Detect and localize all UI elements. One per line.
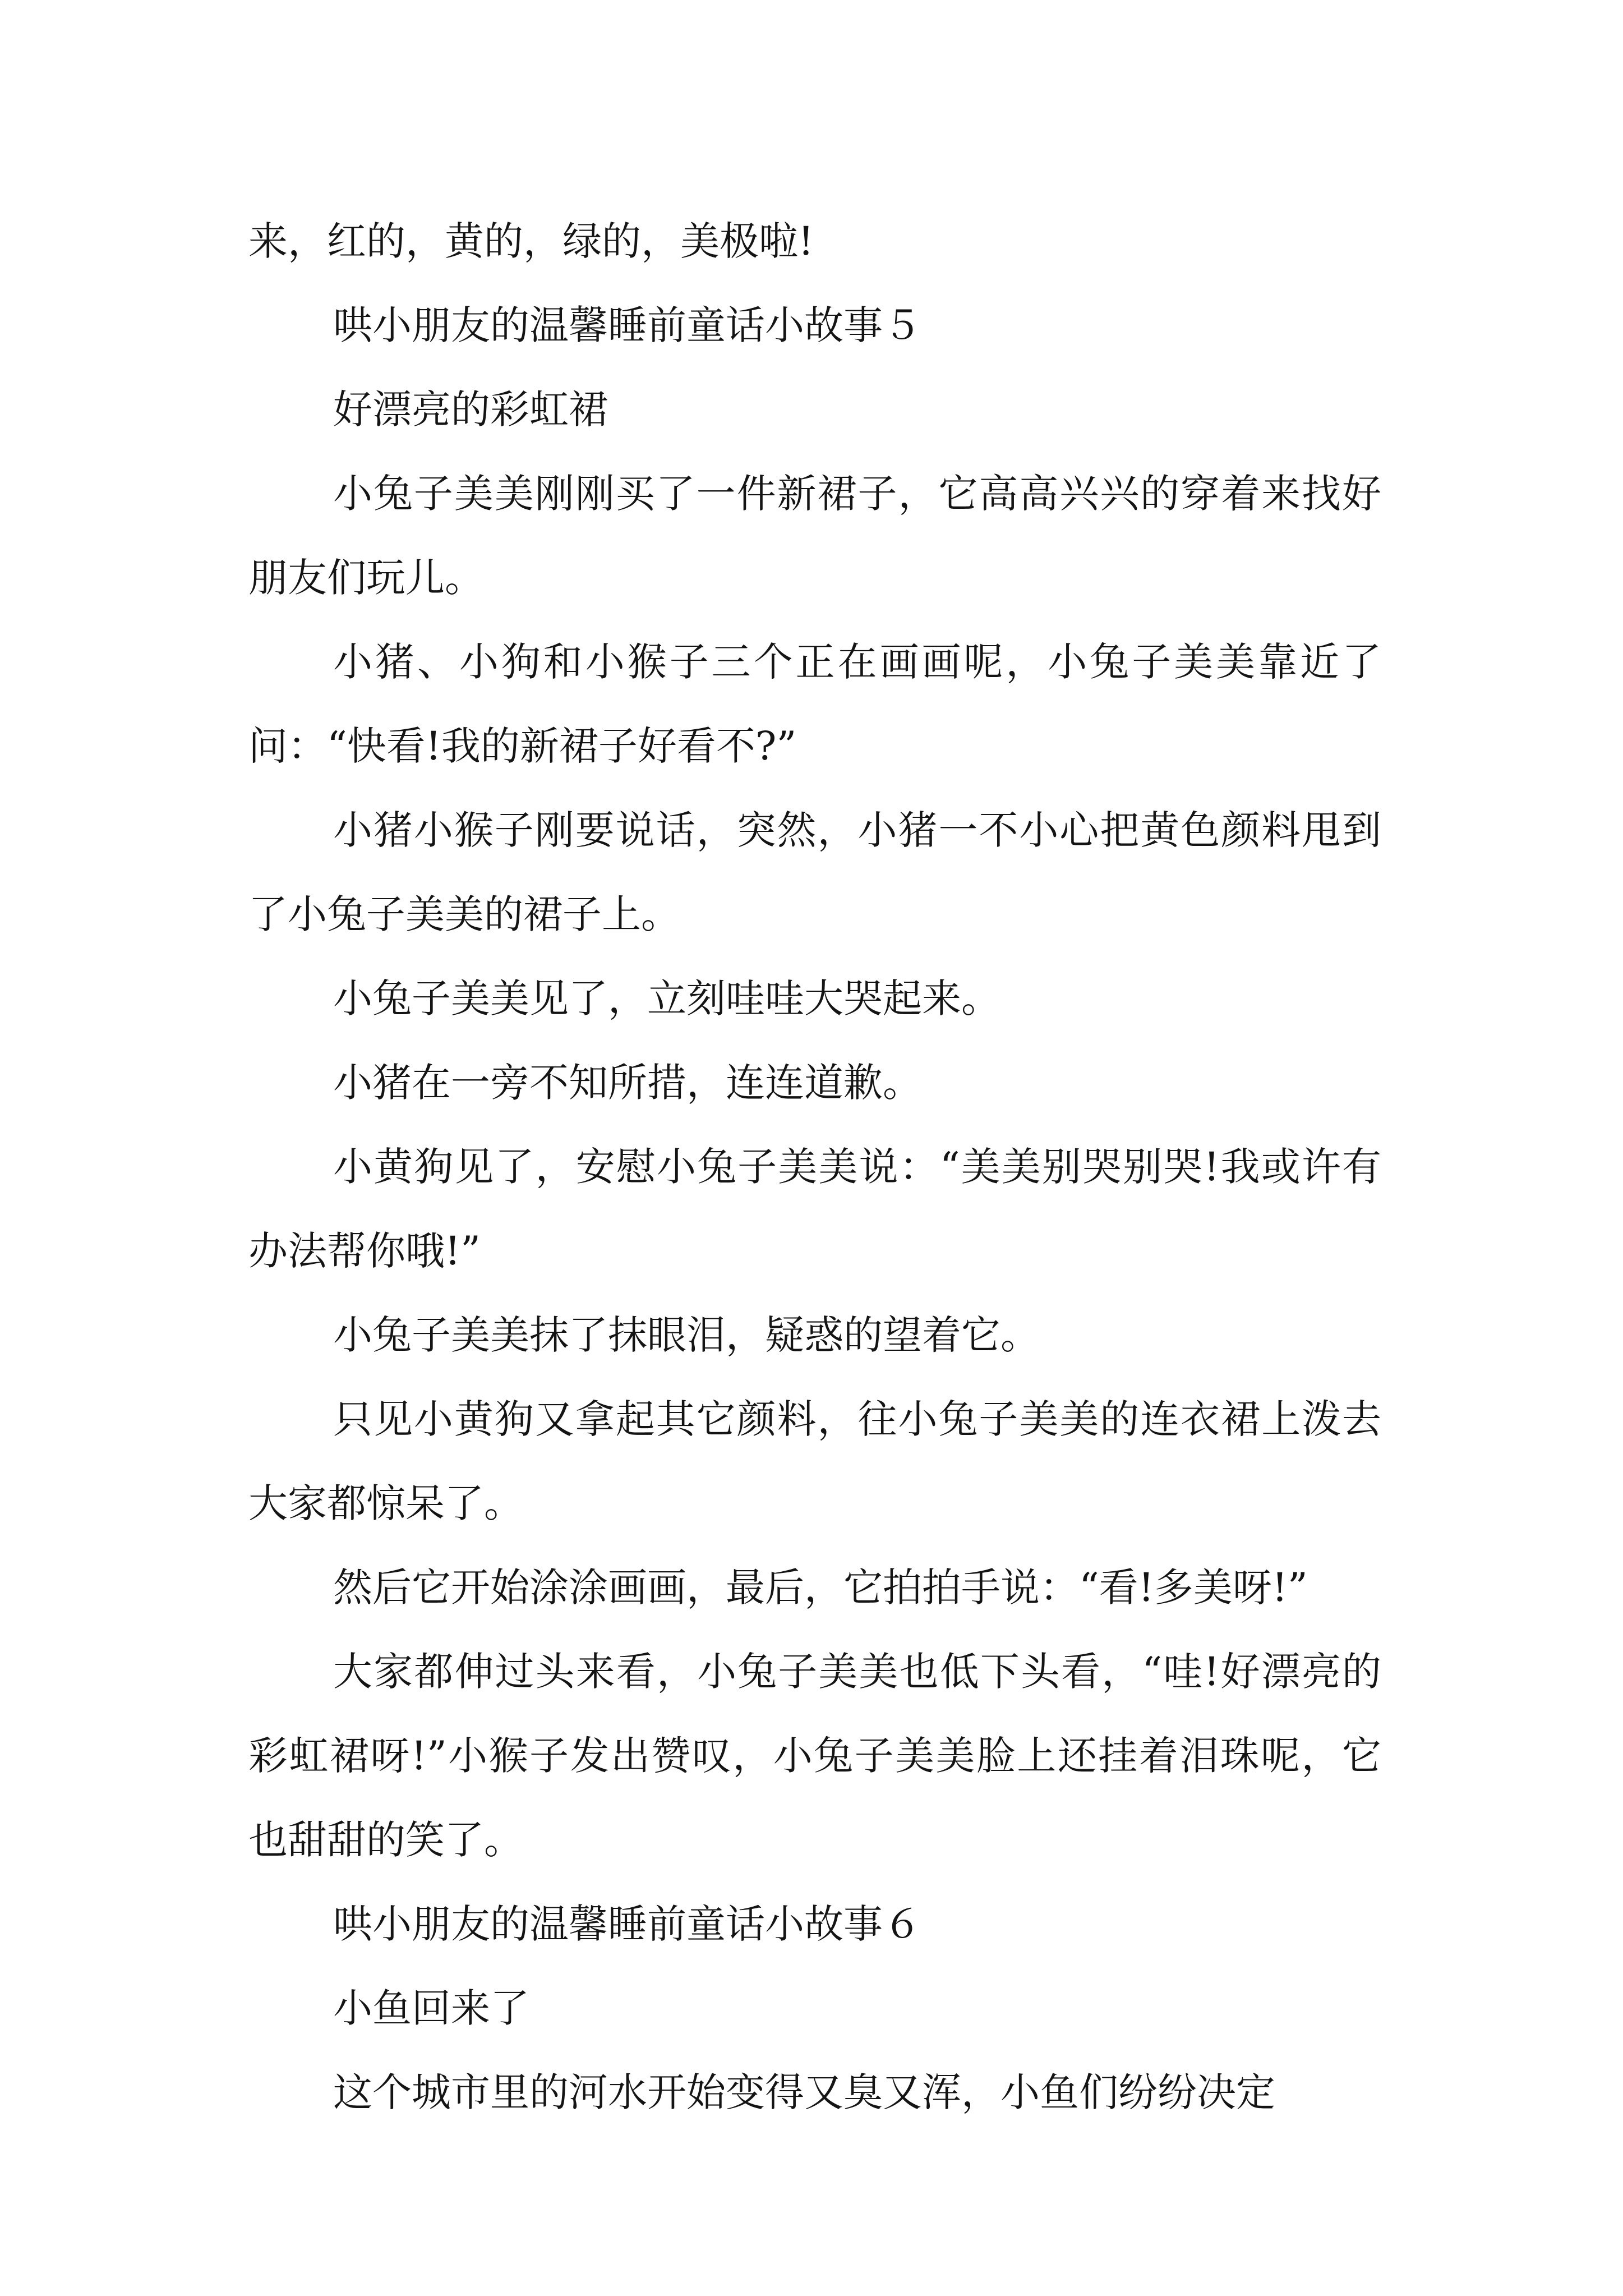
paragraph: 小猪在一旁不知所措，连连道歉。 — [333, 1060, 922, 1106]
paragraph: 小兔子美美刚刚买了一件新裙子，它高高兴兴的穿着来找好朋友们玩儿。 — [248, 471, 1381, 601]
story-title: 好漂亮的彩虹裙 — [333, 386, 608, 432]
paragraph: 只见小黄狗又拿起其它颜料，往小兔子美美的连衣裙上泼去大家都惊呆了。 — [248, 1396, 1381, 1526]
story-title-number: 哄小朋友的温馨睡前童话小故事５ — [333, 302, 922, 348]
paragraph: 大家都伸过头来看，小兔子美美也低下头看，“哇!好漂亮的彩虹裙呀!”小猴子发出赞叹，小兔子美美脸上还挂着泪珠呢，它也甜甜的笑了。 — [248, 1649, 1381, 1863]
story-title: 小鱼回来了 — [333, 1985, 529, 2031]
paragraph: 这个城市里的河水开始变得又臭又浑，小鱼们纷纷决定 — [333, 2069, 1275, 2115]
paragraph: 小兔子美美抹了抹眼泪，疑惑的望着它。 — [333, 1312, 1040, 1358]
paragraph: 小猪小猴子刚要说话，突然，小猪一不小心把黄色颜料甩到了小兔子美美的裙子上。 — [248, 807, 1381, 937]
story-title-number: 哄小朋友的温馨睡前童话小故事６ — [333, 1901, 922, 1947]
paragraph-continuation: 来，红的，黄的，绿的，美极啦! — [248, 218, 814, 264]
document-body — [248, 199, 1381, 2134]
paragraph: 小黄狗见了，安慰小兔子美美说：“美美别哭别哭!我或许有办法帮你哦!” — [248, 1144, 1381, 1274]
paragraph: 小兔子美美见了，立刻哇哇大哭起来。 — [333, 976, 1000, 1022]
paragraph: 然后它开始涂涂画画，最后，它拍拍手说：“看!多美呀!” — [333, 1565, 1308, 1611]
paragraph: 小猪、小狗和小猴子三个正在画画呢，小兔子美美靠近了问：“快看!我的新裙子好看不?” — [248, 639, 1381, 769]
